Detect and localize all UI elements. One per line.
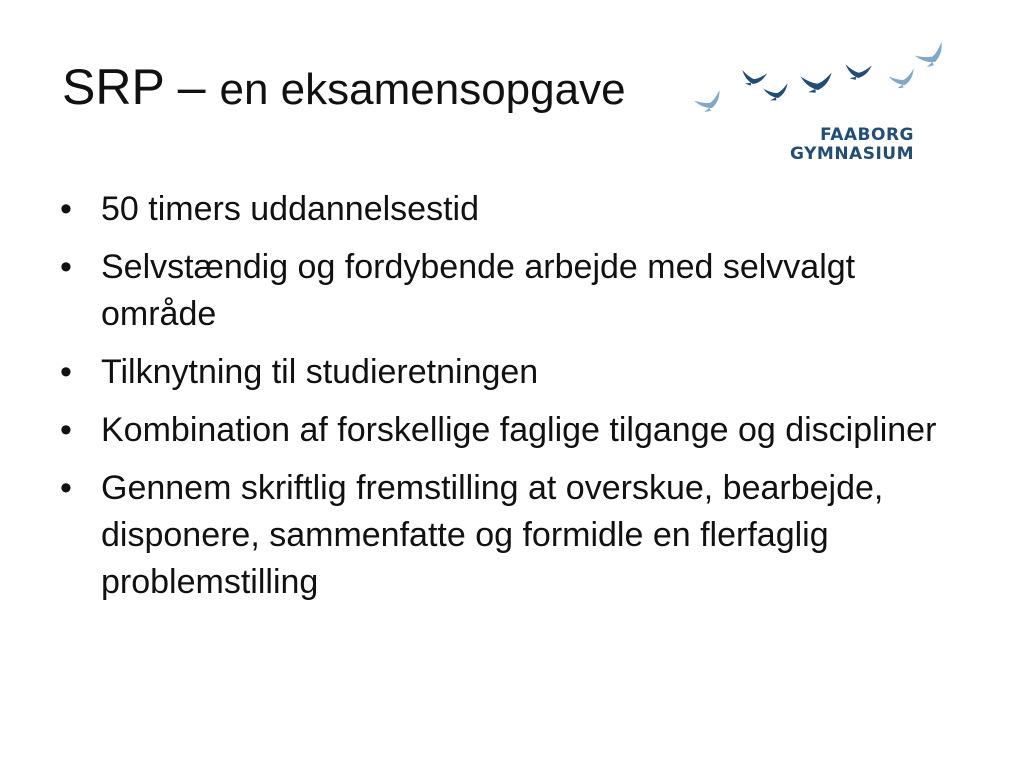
- bullet-item: [60, 349, 960, 396]
- bird-7: [914, 42, 949, 71]
- bullet-marker: •: [60, 411, 72, 449]
- logo-line-2: GYMNASIUM: [790, 144, 914, 164]
- bullet-text: Selvstændig og fordybende arbejde med selvvalgt område: [101, 248, 856, 333]
- title-main: SRP –: [62, 59, 220, 115]
- bird-1: [694, 90, 725, 115]
- title-rest: en eksamensopgave: [219, 65, 626, 114]
- slide-title: [62, 59, 626, 115]
- bullet-text: Kombination af forskellige faglige tilgange og discipliner: [101, 411, 937, 449]
- school-logo: [690, 40, 970, 170]
- bird-5: [844, 63, 872, 81]
- bird-3: [763, 83, 790, 102]
- bird-6: [888, 69, 917, 91]
- logo-line-1: FAABORG: [820, 125, 914, 145]
- bullet-text: 50 timers uddannelsestid: [101, 190, 480, 228]
- bullet-marker: •: [60, 248, 72, 286]
- bullet-text: Gennem skriftlig fremstilling at overskue, bearbejde, disponere, sammenfatte og formidle en flerfaglig problemstilling: [101, 469, 884, 601]
- bullet-item: [60, 465, 960, 606]
- logo-wordmark: [790, 126, 914, 164]
- bullet-item: [60, 407, 960, 454]
- bullet-marker: •: [60, 190, 72, 228]
- bird-2: [740, 69, 767, 88]
- bullet-text: Tilknytning til studieretningen: [101, 353, 539, 391]
- bullet-marker: •: [60, 469, 72, 507]
- bullet-item: [60, 244, 960, 338]
- bullet-list: [60, 186, 960, 617]
- bullet-marker: •: [60, 353, 72, 391]
- bullet-item: [60, 186, 960, 233]
- bird-4: [800, 73, 833, 94]
